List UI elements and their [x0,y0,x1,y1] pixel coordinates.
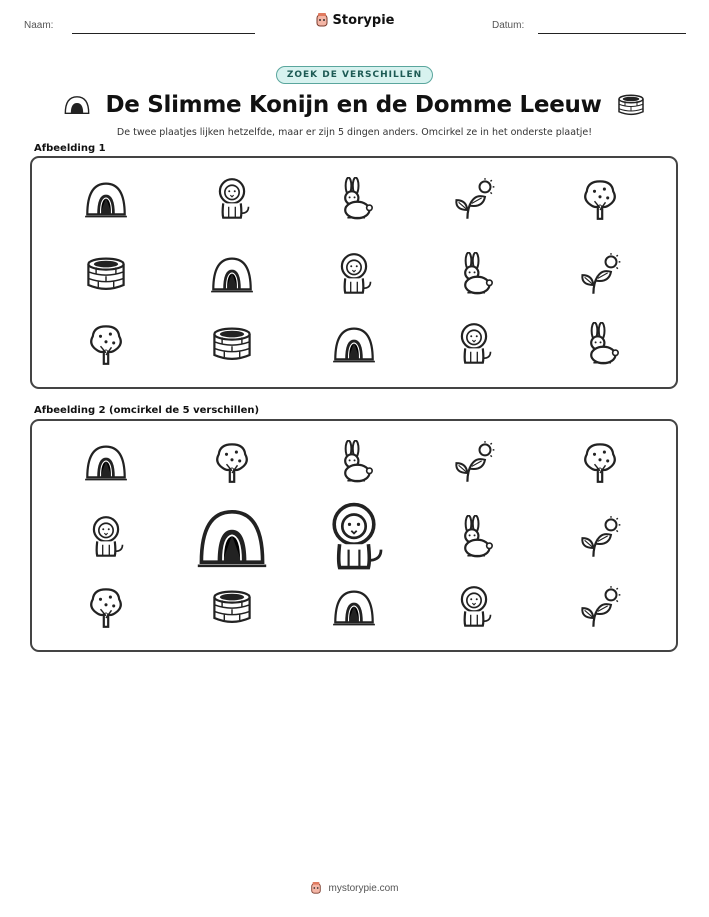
rabbit-icon[interactable] [332,440,376,484]
tree-icon[interactable] [84,585,128,629]
plant-sun-icon [452,177,496,221]
brand-header [0,12,709,28]
footer-url[interactable]: mystorypie.com [328,882,399,894]
lion-icon [332,252,376,296]
brand-name: Storypie [332,12,395,28]
plant-sun-icon[interactable] [578,585,622,629]
cave-icon[interactable] [196,501,268,573]
date-field[interactable] [538,33,686,34]
cave-icon[interactable] [332,585,376,629]
cave-icon[interactable] [84,440,128,484]
lion-icon[interactable] [452,585,496,629]
well-icon[interactable] [210,585,254,629]
panel2-label: Afbeelding 2 (omcirkel de 5 verschillen) [34,405,260,416]
cave-icon [84,177,128,221]
plant-sun-icon[interactable] [452,440,496,484]
lion-icon [210,177,254,221]
name-label: Naam: [24,20,54,31]
panel1-label: Afbeelding 1 [34,143,106,154]
picture-2-panel[interactable] [30,419,678,652]
rabbit-icon [452,252,496,296]
plant-sun-icon [578,252,622,296]
instructions: De twee plaatjes lijken hetzelfde, maar er zijn 5 dingen anders. Omcirkel ze in het onderste plaatje! [116,127,593,138]
tree-icon [578,177,622,221]
tree-icon[interactable] [578,440,622,484]
picture-1-panel [30,156,678,389]
date-label: Datum: [492,20,525,31]
well-icon [616,93,646,117]
tree-icon[interactable] [210,440,254,484]
page-title: De Slimme Konijn en de Domme Leeuw [105,92,602,118]
tree-icon [84,322,128,366]
footer [0,881,709,895]
lion-icon[interactable] [84,515,128,559]
storypie-logo-icon [310,881,322,895]
rabbit-icon[interactable] [452,515,496,559]
name-field[interactable] [72,33,255,34]
well-icon [210,322,254,366]
plant-sun-icon[interactable] [578,515,622,559]
rabbit-icon [332,177,376,221]
cave-icon [210,252,254,296]
rabbit-icon [578,322,622,366]
storypie-logo-icon [315,12,329,28]
lion-icon[interactable] [318,501,390,573]
cave-icon [332,322,376,366]
lion-icon [452,322,496,366]
title-row [0,92,709,118]
well-icon [84,252,128,296]
cave-icon [63,94,91,116]
activity-badge: ZOEK DE VERSCHILLEN [276,66,433,84]
